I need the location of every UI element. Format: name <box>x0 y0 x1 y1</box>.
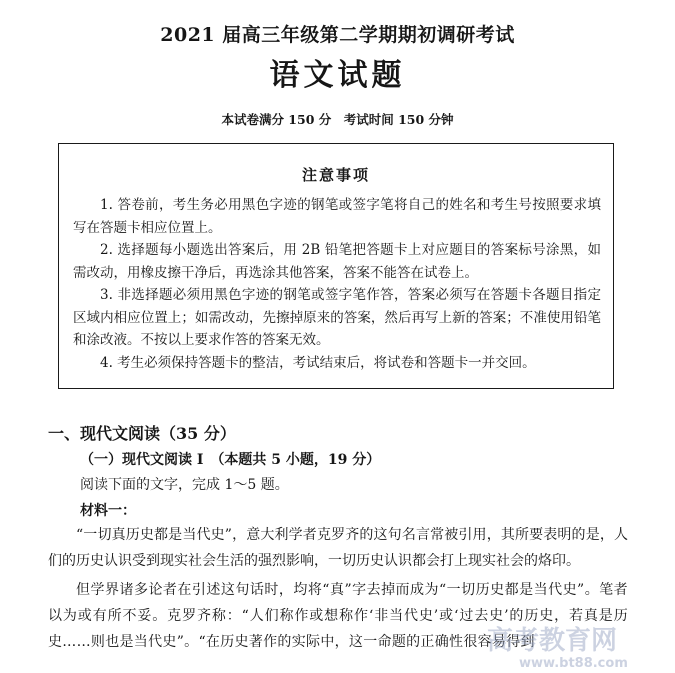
exam-info: 本试卷满分 150 分 考试时间 150 分钟 <box>221 112 454 127</box>
watermark-text: 高考教育网 <box>487 626 618 656</box>
notice-title: 注意事项 <box>301 166 370 184</box>
reading-instruction: 阅读下面的文字，完成 1～5 题。 <box>80 477 289 493</box>
material-label: 材料一： <box>80 503 136 519</box>
passage-paragraph: 但学界诸多论者在引述这句话时，均将“真”字去掉而成为“一切历史都是当代史”。笔者以为或有所不妥。克罗齐称：“人们称作或想称作‘非当代史’或‘过去史’的历史，若真是历史……则也是当代史”。“在历史著作的实际中，这一命题的正确性很容易得到 <box>48 582 628 650</box>
notice-item: 4. 考生必须保持答题卡的整洁，考试结束后，将试卷和答题卡一并交回。 <box>100 354 536 371</box>
subject-title: 语文试题 <box>269 58 406 93</box>
notice-item: 1. 答卷前，考生务必用黑色字迹的钢笔或签字笔将自己的姓名和考生号按照要求填写在答题卡相应位置上。 <box>73 197 601 236</box>
section-heading: 一、现代文阅读（35 分） <box>48 424 236 443</box>
exam-title: 2021 届高三年级第二学期期初调研考试 <box>160 24 515 46</box>
watermark-url: www.bt88.com <box>519 656 628 671</box>
notice-item: 3. 非选择题必须用黑色字迹的钢笔或签字笔作答，答案必须写在答题卡各题目指定区域内相应位置上；如需改动，先擦掉原来的答案，然后再写上新的答案；不准使用铅笔和涂改液。不按以上要求作答的答案无效。 <box>73 287 601 348</box>
passage <box>48 522 628 658</box>
notice-item: 2. 选择题每小题选出答案后，用 2B 铅笔把答题卡上对应题目的答案标号涂黑，如需改动，用橡皮擦干净后，再选涂其他答案，答案不能答在试卷上。 <box>73 242 601 281</box>
passage-paragraph: “一切真历史都是当代史”，意大利学者克罗齐的这句名言常被引用，其所要表明的是，人们的历史认识受到现实社会生活的强烈影响，一切历史认识都会打上现实社会的烙印。 <box>48 527 628 569</box>
subsection-heading: （一）现代文阅读 I （本题共 5 小题，19 分） <box>80 452 381 468</box>
notice-items <box>73 194 601 374</box>
notice-box <box>58 143 614 389</box>
